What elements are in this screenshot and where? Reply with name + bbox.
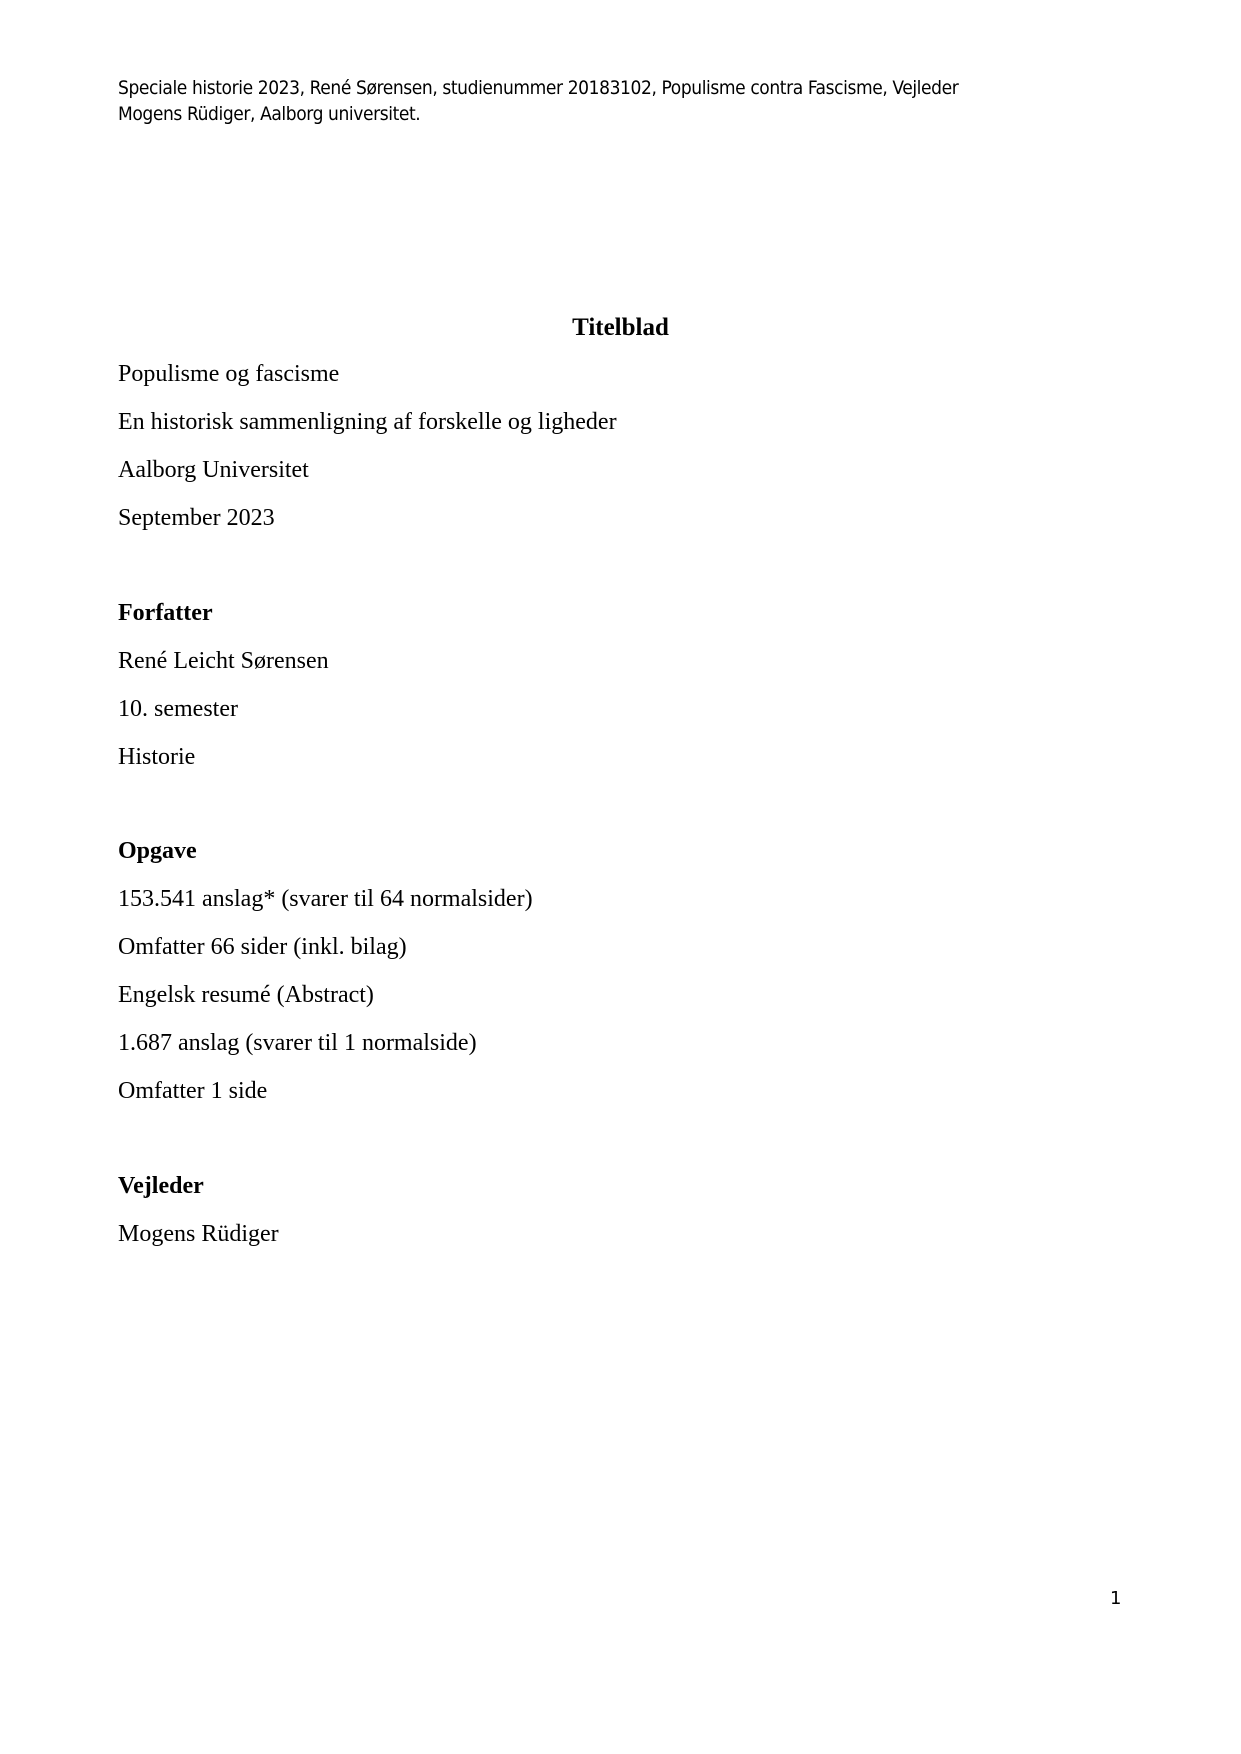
university: Aalborg Universitet <box>118 457 309 483</box>
author-semester: 10. semester <box>118 696 238 722</box>
assignment-page-count: Omfatter 66 sider (inkl. bilag) <box>118 934 407 960</box>
header-line-1: Speciale historie 2023, René Sørensen, studienummer 20183102, Populisme contra Fascisme, Vejleder <box>118 77 959 99</box>
header-line-2: Mogens Rüdiger, Aalborg universitet. <box>118 103 421 125</box>
author-field: Historie <box>118 744 196 770</box>
author-name: René Leicht Sørensen <box>118 648 329 674</box>
page-number: 1 <box>1110 1588 1122 1609</box>
date: September 2023 <box>118 505 275 531</box>
assignment-char-count: 153.541 anslag* (svarer til 64 normalsider) <box>118 886 533 912</box>
supervisor-heading: Vejleder <box>118 1173 204 1199</box>
author-heading: Forfatter <box>118 600 213 626</box>
page-header <box>118 75 1098 127</box>
thesis-title: Populisme og fascisme <box>118 361 340 387</box>
abstract-label: Engelsk resumé (Abstract) <box>118 982 374 1008</box>
thesis-subtitle: En historisk sammenligning af forskelle og ligheder <box>118 409 617 435</box>
page-title: Titelblad <box>572 314 669 341</box>
abstract-page-count: Omfatter 1 side <box>118 1078 268 1104</box>
supervisor-name: Mogens Rüdiger <box>118 1221 279 1247</box>
abstract-char-count: 1.687 anslag (svarer til 1 normalside) <box>118 1030 477 1056</box>
assignment-heading: Opgave <box>118 838 197 864</box>
